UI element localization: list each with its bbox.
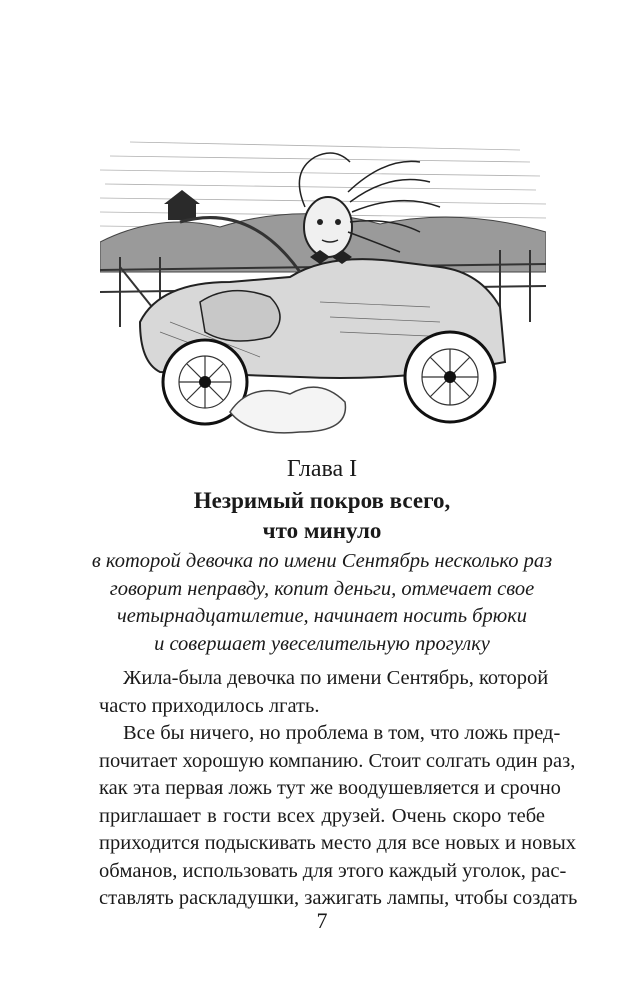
summary-line: в которой девочка по имени Сентябрь несколько раз: [91, 550, 553, 572]
body-line: Все бы ничего, но проблема в том, что ложь пред-: [123, 722, 561, 744]
body-line: обманов, использовать для этого каждый уголок, рас-: [99, 859, 567, 882]
chapter-title-line: Незримый покров всего,: [193, 488, 451, 513]
body-line: как эта первая ложь тут же воодушевляется и срочно: [99, 777, 561, 799]
chapter-label: Глава I: [286, 456, 358, 482]
body-line: приходится подыскивать место для все новых и новых: [99, 832, 577, 854]
body-line: ставлять раскладушки, зажигать лампы, чтобы создать: [99, 887, 578, 909]
summary-line: четырнадцатилетие, начинает носить брюки: [116, 605, 528, 627]
chapter-summary: [60, 548, 584, 658]
chapter-title-line: что минуло: [262, 518, 382, 543]
body-text: [99, 665, 578, 913]
body-line: Жила-была девочка по имени Сентябрь, которой: [123, 667, 549, 689]
page-number: 7: [316, 908, 328, 933]
body-line: приглашает в гости всех друзей. Очень скоро тебе: [99, 804, 545, 827]
summary-line: и совершает увеселительную прогулку: [154, 632, 490, 655]
summary-line: говорит неправду, копит деньги, отмечает свое: [109, 577, 535, 600]
chapter-illustration: [100, 132, 546, 452]
body-line: часто приходилось лгать.: [99, 694, 320, 717]
body-line: почитает хорошую компанию. Стоит солгать один раз,: [99, 749, 576, 772]
chapter-title: [0, 486, 644, 546]
